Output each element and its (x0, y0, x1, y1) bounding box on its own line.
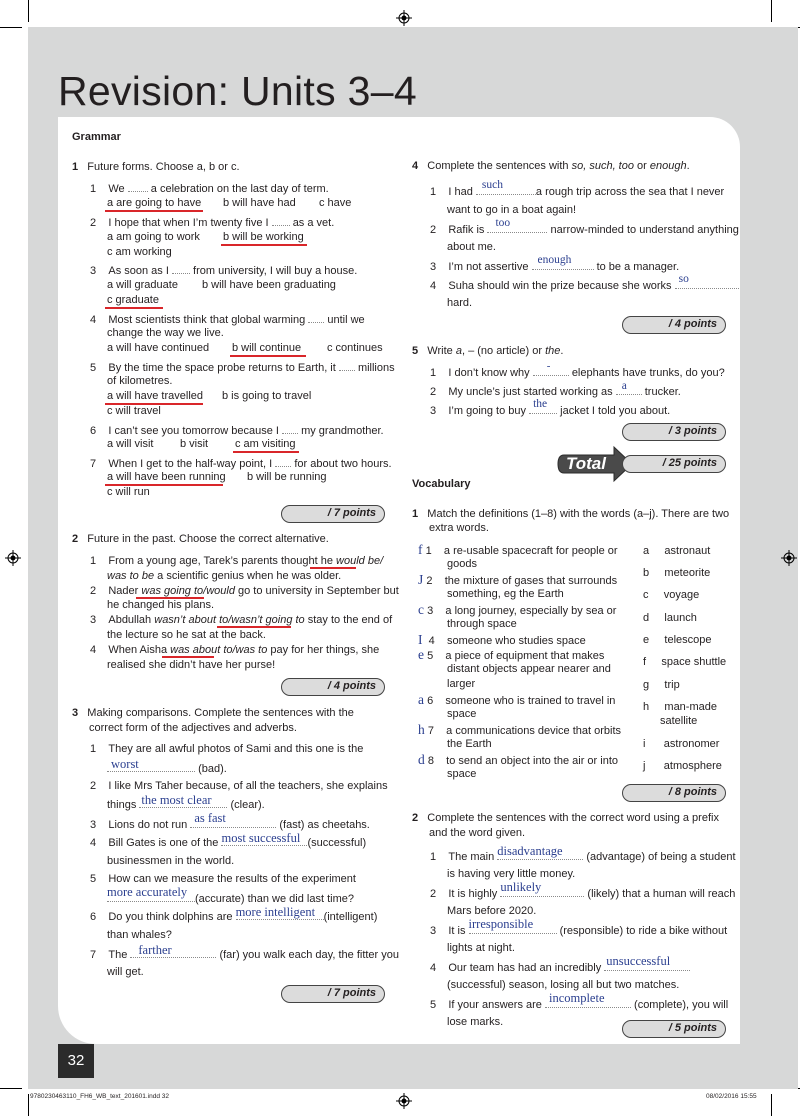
answer-underline (233, 451, 299, 453)
list-item-continued: lights at night. (447, 942, 515, 954)
answer-underline (105, 403, 203, 405)
list-item-continued: realised she didn’t have her purse! (107, 659, 276, 671)
list-item-continued: will get. (107, 966, 144, 978)
option-c[interactable]: c will travel (107, 405, 161, 417)
list-item: 4 When Aisha was about to/was to pay for her things, she (90, 644, 380, 656)
footer-timestamp: 08/02/2016 15:55 (706, 1093, 757, 1100)
option-b[interactable]: b will be running (247, 471, 327, 483)
grammar-heading: Grammar (72, 131, 121, 143)
list-item: 7 The farther (far) you walk each day, the fitter you (90, 943, 399, 961)
handwritten-answer: a (621, 380, 627, 392)
list-item-continued: lose marks. (447, 1016, 504, 1028)
list-item: 1 I don’t know why - elephants have trunks, do you? (430, 360, 725, 379)
handwritten-answer: incomplete (548, 991, 605, 1005)
list-item: 5 By the time the space probe returns to Earth, it millions (90, 362, 395, 374)
definition-item: h 7 a communications device that orbits (418, 722, 622, 737)
registration-mark-icon (396, 1093, 412, 1109)
q5-instruction: 5 Write a, – (no article) or the. (412, 345, 564, 357)
points-box: / 5 points (622, 1020, 726, 1038)
definition-item: e 5 a piece of equipment that makes (418, 647, 605, 662)
answer-underline (230, 355, 306, 357)
q4-instruction: 4 Complete the sentences with so, such, too or enough. (412, 160, 690, 172)
definition-continued: goods (447, 558, 477, 570)
list-item-continued: Mars before 2020. (447, 905, 537, 917)
option-c[interactable]: c will run (107, 486, 150, 498)
list-item-continued: was to be a scientific genius when he was older. (107, 570, 342, 582)
definition-continued: through space (447, 618, 517, 630)
list-item-continued: more accurately (accurate) than we did last time? (107, 885, 354, 905)
option-b[interactable]: b will have been graduating (202, 279, 336, 291)
list-item-continued: than whales? (107, 929, 172, 941)
word-item: c voyage (643, 589, 700, 601)
vocabulary-heading: Vocabulary (412, 478, 471, 490)
list-item: 2 I like Mrs Taher because, of all the teachers, she explains (90, 780, 388, 792)
handwritten-answer: farther (138, 943, 172, 957)
crop-mark (0, 1088, 22, 1089)
registration-mark-icon (396, 10, 412, 26)
answer-underline (105, 484, 223, 486)
crop-mark (771, 1094, 772, 1116)
option-c[interactable]: c graduate (107, 294, 159, 306)
definition-item: a 6 someone who is trained to travel in (418, 692, 616, 707)
points-box: / 7 points (281, 505, 385, 523)
answer-underline (217, 626, 291, 628)
option-b[interactable]: b will be working (223, 231, 304, 243)
list-item-continued: is having very little money. (447, 868, 576, 880)
list-item: 4 Our team has had an incredibly unsuccessful (430, 961, 690, 975)
handwritten-answer: unsuccessful (606, 954, 671, 968)
word-item: j atmosphere (643, 760, 722, 772)
handwritten-answer: the most clear (141, 793, 212, 807)
option-b[interactable]: b visit (180, 438, 209, 450)
handwritten-answer: such (481, 179, 503, 191)
list-item: 2 My uncle’s just started working as a trucker. (430, 380, 681, 398)
option-b[interactable]: b is going to travel (222, 390, 312, 402)
points-box: / 7 points (281, 985, 385, 1003)
handwritten-answer: too (495, 217, 511, 229)
list-item: 1 We a celebration on the last day of term. (90, 183, 329, 195)
answer-underline (136, 597, 204, 599)
list-item: 6 Do you think dolphins are more intelligent (intelligent) (90, 905, 378, 923)
word-item: a astronaut (643, 545, 711, 557)
list-item-continued: want to go in a boat again! (447, 204, 577, 216)
vocab-q2-instruction: 2 Complete the sentences with the correct word using a prefix (412, 812, 719, 824)
definition-item: J 2 the mixture of gases that surrounds (418, 572, 618, 587)
points-box: / 3 points (622, 423, 726, 441)
list-item: 5 If your answers are incomplete (complete), you will (430, 991, 729, 1011)
handwritten-answer: most successful (221, 831, 301, 845)
list-item: 4 Most scientists think that global warming until we (90, 314, 365, 326)
list-item: 5 How can we measure the results of the experiment (90, 873, 356, 885)
answer-underline (105, 307, 163, 309)
list-item: 3 As soon as I from university, I will buy a house. (90, 265, 358, 277)
option-a[interactable]: a are going to have (107, 197, 202, 209)
list-item: 3 It is irresponsible (responsible) to ride a bike without (430, 917, 728, 937)
option-b[interactable]: b will have had (223, 197, 296, 209)
list-item-continued: businessmen in the world. (107, 855, 235, 867)
definition-continued: larger (447, 678, 476, 690)
list-item-continued: he changed his plans. (107, 599, 215, 611)
list-item: 3 Lions do not run as fast (fast) as cheetahs. (90, 811, 370, 831)
q3-instruction-continued: correct form of the adjectives and adverbs. (89, 722, 297, 734)
list-item: 3 I’m going to buy the jacket I told you about. (430, 398, 671, 417)
option-c[interactable]: c have (319, 197, 352, 209)
word-item: i astronomer (643, 738, 720, 750)
handwritten-answer: more intelligent (235, 905, 316, 919)
q1-instruction: 1 Future forms. Choose a, b or c. (72, 161, 240, 173)
list-item-continued: about me. (447, 241, 496, 253)
handwritten-answer: as fast (194, 811, 226, 825)
answer-underline (162, 656, 214, 658)
option-c[interactable]: c continues (327, 342, 383, 354)
option-a[interactable]: a am going to work (107, 231, 200, 243)
definition-continued: the Earth (447, 738, 492, 750)
definition-item: c 3 a long journey, especially by sea or (418, 602, 617, 617)
page-number: 32 (58, 1044, 94, 1078)
handwritten-answer: more accurately (107, 885, 188, 899)
word-item-continued: satellite (660, 715, 698, 727)
list-item: 1 The main disadvantage (advantage) of being a student (430, 844, 736, 863)
word-item: h man-made (643, 701, 717, 713)
q3-instruction: 3 Making comparisons. Complete the sentences with the (72, 707, 354, 719)
option-c[interactable]: c am visiting (235, 438, 296, 450)
total-label: Total (566, 454, 606, 473)
word-item: f space shuttle (643, 656, 727, 668)
crop-mark (771, 0, 772, 22)
list-item: 3 I’m not assertive enough to be a manager. (430, 254, 680, 273)
list-item-continued: (successful) season, losing all but two matches. (447, 979, 680, 991)
option-a[interactable]: a will graduate (107, 279, 178, 291)
list-item: 2 It is highly unlikely (likely) that a human will reach (430, 880, 736, 900)
list-item: 2 I hope that when I’m twenty five I as a vet. (90, 217, 335, 229)
list-item: 4 Bill Gates is one of the most successful (successful) (90, 831, 367, 849)
list-item-continued: worst (bad). (107, 762, 227, 776)
list-item: 3 Abdullah wasn’t about to/wasn’t going to stay to the end of (90, 614, 393, 626)
definition-item: d 8 to send an object into the air or into (418, 752, 619, 767)
crop-mark (28, 0, 29, 22)
definition-item: f 1 a re-usable spacecraft for people or (418, 542, 618, 557)
handwritten-answer: so (678, 273, 689, 285)
handwritten-answer: disadvantage (497, 844, 563, 858)
vocab-q1-instruction-continued: extra words. (429, 522, 489, 534)
page-title: Revision: Units 3–4 (58, 68, 417, 114)
registration-mark-icon (5, 550, 21, 566)
handwritten-answer: worst (111, 757, 139, 771)
option-a[interactable]: a will have travelled (107, 390, 203, 402)
definition-continued: space (447, 768, 477, 780)
definition-continued: something, eg the Earth (447, 588, 564, 600)
option-b[interactable]: b will continue (232, 342, 302, 354)
list-item: 2 Rafik is too narrow-minded to understand anything (430, 217, 739, 236)
points-box: / 8 points (622, 784, 726, 802)
list-item-continued: change the way we live. (107, 327, 224, 339)
list-item: 4 Suha should win the prize because she works so (430, 279, 739, 293)
q2-instruction: 2 Future in the past. Choose the correct alternative. (72, 533, 329, 545)
crop-mark (28, 1094, 29, 1116)
definition-continued: space (447, 708, 477, 720)
list-item-continued: things the most clear (clear). (107, 793, 265, 811)
definition-item: I 4 someone who studies space (418, 632, 586, 647)
list-item-continued: hard. (447, 297, 473, 309)
points-box: / 4 points (622, 316, 726, 334)
handwritten-answer: irresponsible (468, 917, 534, 931)
vocab-q2-instruction-continued: and the word given. (429, 827, 526, 839)
footer-file-info: 9780230463110_FH6_WB_text_201601.indd 32 (30, 1093, 170, 1100)
list-item-continued: the lecture so he sat at the back. (107, 629, 266, 641)
list-item: 1 They are all awful photos of Sami and this one is the (90, 743, 364, 755)
list-item: 6 I can’t see you tomorrow because I my grandmother. (90, 425, 384, 437)
answer-underline (221, 244, 307, 246)
list-item: 1 From a young age, Tarek’s parents thought he would be/ (90, 555, 384, 567)
option-a[interactable]: a will have continued (107, 342, 210, 354)
option-a[interactable]: a will have been running (107, 471, 226, 483)
option-a[interactable]: a will visit (107, 438, 154, 450)
handwritten-answer: - (546, 360, 551, 372)
list-item: 7 When I get to the half-way point, I for about two hours. (90, 458, 392, 470)
word-item: b meteorite (643, 567, 711, 579)
word-item: g trip (643, 679, 680, 691)
handwritten-answer: unlikely (500, 880, 542, 894)
answer-underline (310, 567, 356, 569)
list-item-continued: of kilometres. (107, 375, 173, 387)
definition-continued: distant objects appear nearer and (447, 663, 611, 675)
option-c[interactable]: c am working (107, 246, 172, 258)
crop-mark (0, 27, 22, 28)
list-item: 1 I had such a rough trip across the sea that I never (430, 179, 725, 198)
handwritten-answer: the (533, 398, 548, 410)
points-box: / 4 points (281, 678, 385, 696)
vocab-q1-instruction: 1 Match the definitions (1–8) with the words (a–j). There are two (412, 508, 730, 520)
list-item: 2 Nader was going to/would go to university in September but (90, 585, 399, 597)
answer-underline (105, 210, 203, 212)
handwritten-answer: enough (537, 254, 572, 266)
word-item: d launch (643, 612, 697, 624)
total-points-box: / 25 points (622, 455, 726, 473)
word-item: e telescope (643, 634, 712, 646)
registration-mark-icon (781, 550, 797, 566)
